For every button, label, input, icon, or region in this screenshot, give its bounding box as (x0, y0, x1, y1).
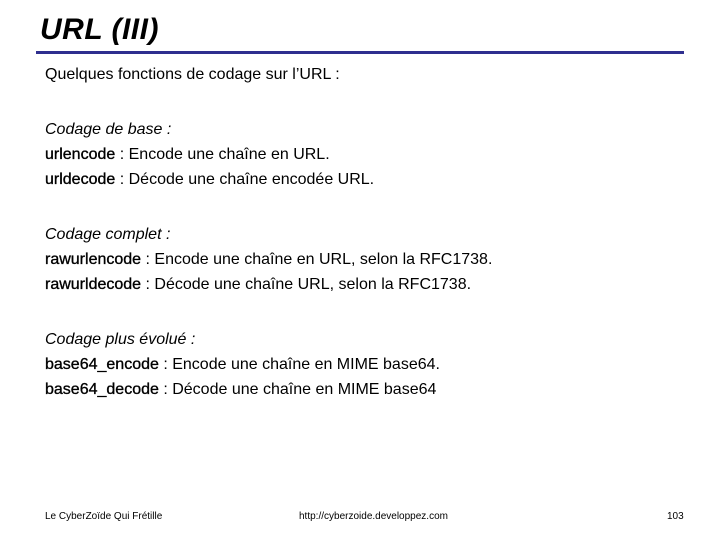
section-basic-encoding (45, 117, 685, 192)
function-description: : Décode une chaîne encodée URL. (115, 171, 375, 188)
function-line (45, 167, 685, 192)
section-advanced-encoding (45, 327, 685, 402)
function-line (45, 272, 685, 297)
function-description: : Encode une chaîne en URL. (115, 146, 330, 163)
section-full-encoding (45, 222, 685, 297)
section-heading: Codage plus évolué : (45, 331, 196, 348)
title-underline (36, 51, 684, 54)
function-description: : Décode une chaîne URL, selon la RFC1738. (141, 276, 472, 293)
intro-text: Quelques fonctions de codage sur l’URL : (45, 66, 340, 83)
slide-title: URL (III) (40, 13, 159, 46)
function-line (45, 247, 685, 272)
function-line (45, 142, 685, 167)
function-description: : Encode une chaîne en MIME base64. (158, 356, 440, 373)
footer-url: http://cyberzoide.developpez.com (299, 511, 448, 522)
slide-body (45, 62, 685, 432)
function-description: : Encode une chaîne en URL, selon la RFC1738. (141, 251, 493, 268)
function-name: rawurldecode (45, 276, 142, 293)
footer-author: Le CyberZoïde Qui Frétille (45, 511, 163, 522)
page-number: 103 (667, 511, 684, 522)
function-name: base64_encode (45, 356, 159, 373)
function-name: base64_decode (45, 381, 159, 398)
section-heading: Codage de base : (45, 121, 172, 138)
function-name: rawurlencode (45, 251, 142, 268)
function-line (45, 352, 685, 377)
function-line (45, 377, 685, 402)
function-description: : Décode une chaîne en MIME base64 (158, 381, 437, 398)
section-heading: Codage complet : (45, 226, 171, 243)
function-name: urldecode (45, 171, 116, 188)
function-name: urlencode (45, 146, 116, 163)
